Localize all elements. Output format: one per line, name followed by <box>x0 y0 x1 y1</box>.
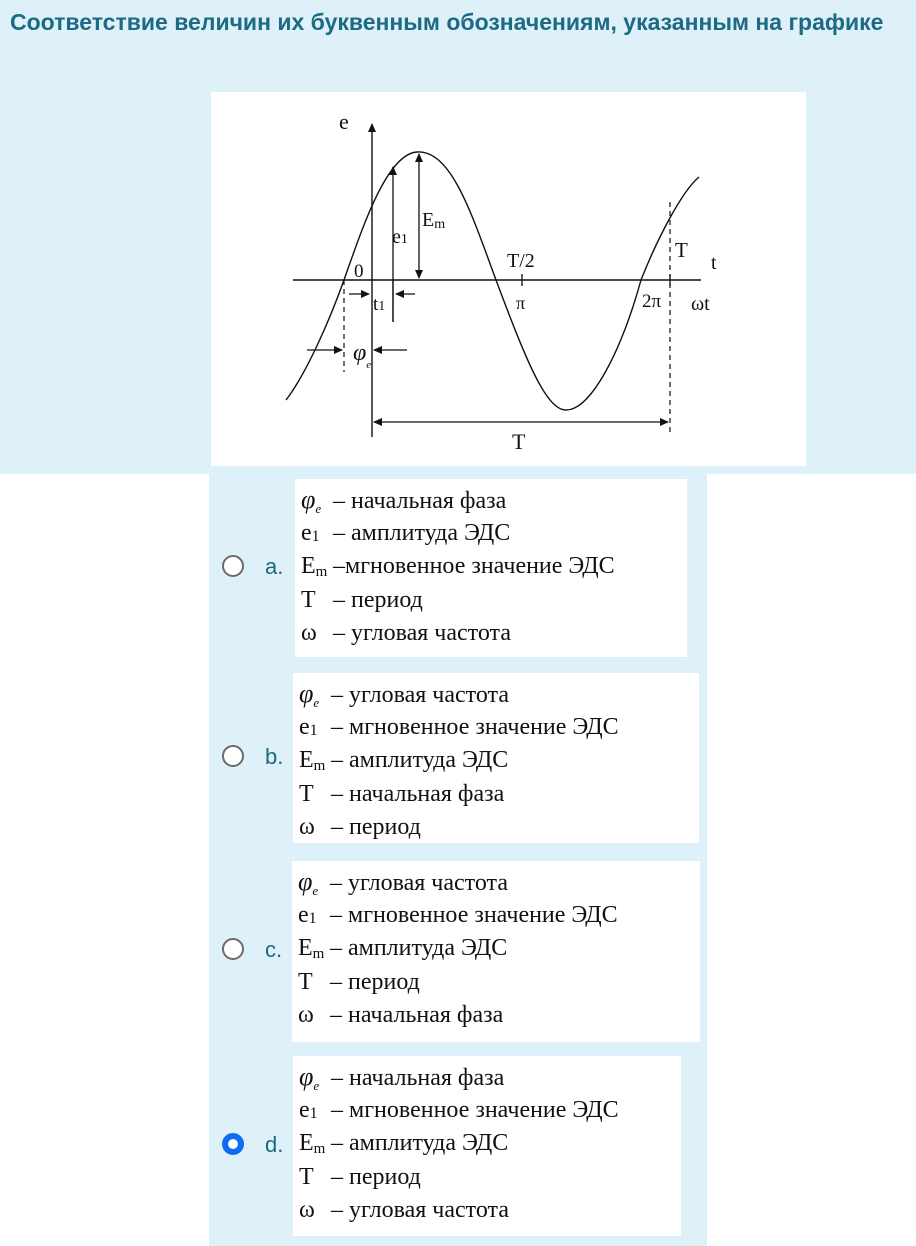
option-card <box>293 673 699 843</box>
option-card <box>295 479 687 657</box>
definition-line: $\varphi_e$ – угловая частота <box>298 867 508 898</box>
definition-line: ω – угловая частота <box>299 1197 509 1223</box>
phi-label: $\varphi_e$ <box>353 340 372 371</box>
period-mark-label: T <box>675 238 688 262</box>
definition-line: T – период <box>299 1163 421 1190</box>
question-text: Соответствие величин их буквенным обозначениям, указанным на графике <box>10 9 884 35</box>
two-pi-label: 2π <box>642 291 662 312</box>
definition-line: $\varphi_e$ – угловая частота <box>299 679 509 710</box>
definition-line: $E_m$ –мгновенное значение ЭДС <box>301 553 615 580</box>
radio-button-c[interactable] <box>222 938 244 960</box>
period-bottom-label: T <box>512 429 526 454</box>
answer-option-a[interactable] <box>209 474 707 664</box>
origin-label: 0 <box>354 261 364 282</box>
radio-button-b[interactable] <box>222 745 244 767</box>
sine-wave-figure <box>211 92 806 466</box>
option-letter: b. <box>265 744 284 769</box>
answer-option-b[interactable] <box>209 667 707 857</box>
option-card <box>292 861 700 1042</box>
answers-panel <box>209 474 707 1246</box>
definition-line: $e_1$ – мгновенное значение ЭДС <box>298 901 618 928</box>
answer-option-c[interactable] <box>209 857 707 1047</box>
definition-line: T – период <box>298 968 420 995</box>
definition-line: $E_m$ – амплитуда ЭДС <box>299 1130 509 1157</box>
definition-line: $\varphi_e$ – начальная фаза <box>299 1062 505 1093</box>
option-letter: c. <box>265 937 283 962</box>
definition-line: $e_1$ – мгновенное значение ЭДС <box>299 713 619 740</box>
definition-line: T – начальная фаза <box>299 780 505 807</box>
definition-line: ω – начальная фаза <box>298 1002 504 1028</box>
y-axis-label: e <box>339 109 349 134</box>
definition-line: $e_1$ – амплитуда ЭДС <box>301 519 511 546</box>
definition-line: ω – период <box>299 814 421 840</box>
radio-button-d[interactable] <box>222 1133 244 1155</box>
t-axis-label: t <box>711 252 717 274</box>
wt-axis-label: ωt <box>691 293 710 315</box>
t1-label: t1 <box>373 294 386 315</box>
half-period-label: T/2 <box>507 250 535 272</box>
definition-line: $E_m$ – амплитуда ЭДС <box>298 935 508 962</box>
definition-line: $\varphi_e$ – начальная фаза <box>301 485 507 516</box>
e1-label: e1 <box>392 226 408 248</box>
option-card <box>293 1056 681 1236</box>
pi-label: π <box>516 293 526 313</box>
definition-line: $e_1$ – мгновенное значение ЭДС <box>299 1096 619 1123</box>
option-letter: d. <box>265 1132 284 1157</box>
option-letter: a. <box>265 554 284 579</box>
radio-button-a[interactable] <box>222 555 244 577</box>
answer-option-d[interactable] <box>209 1050 707 1246</box>
definition-line: ω – угловая частота <box>301 620 511 646</box>
definition-line: T – период <box>301 586 423 613</box>
definition-line: $E_m$ – амплитуда ЭДС <box>299 747 509 774</box>
sine-curve <box>286 152 699 410</box>
em-label: Em <box>422 209 446 232</box>
question-panel <box>0 0 916 474</box>
emf-graph <box>211 92 806 466</box>
